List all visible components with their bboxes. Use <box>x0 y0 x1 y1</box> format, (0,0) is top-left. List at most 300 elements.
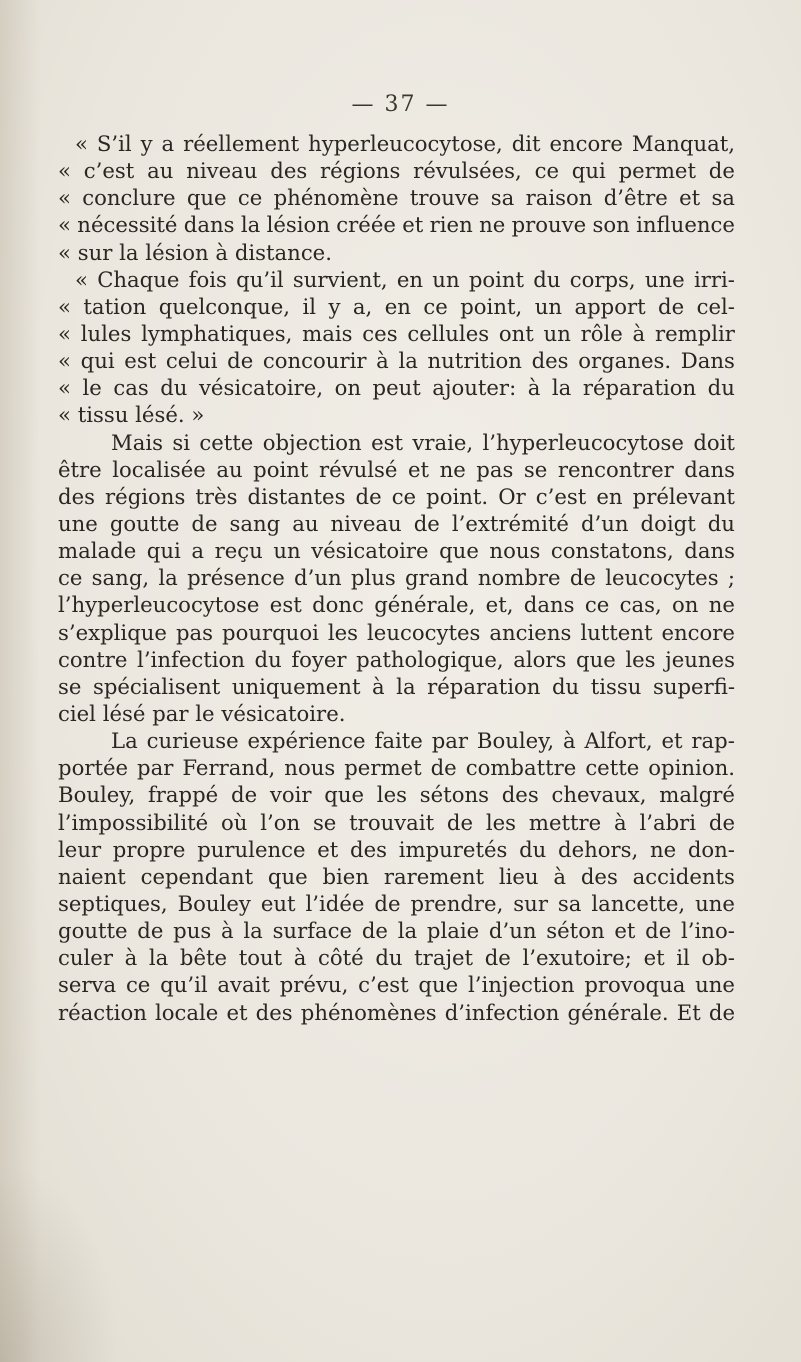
word: corps, <box>569 266 636 292</box>
word: tout <box>238 945 283 971</box>
word: permet <box>344 755 422 781</box>
text-line <box>55 836 735 863</box>
word: rap- <box>691 728 735 754</box>
text-line <box>55 917 735 944</box>
word: lules <box>80 320 132 346</box>
word: est <box>371 429 403 455</box>
text-line <box>55 157 735 184</box>
word: mettre <box>528 809 602 835</box>
word: sétons <box>419 782 489 808</box>
word: « <box>58 293 71 319</box>
text-line <box>55 429 735 456</box>
word: bête <box>179 945 228 971</box>
word: d’infection <box>444 999 560 1025</box>
word: ajouter: <box>432 375 517 401</box>
word: distantes <box>247 483 346 509</box>
word: constatons, <box>550 538 674 564</box>
word: a <box>191 538 204 564</box>
word: un <box>543 320 571 346</box>
word: ce <box>125 972 151 998</box>
text-line <box>55 863 735 890</box>
word: d’un <box>580 510 629 536</box>
word: se <box>58 673 82 699</box>
word: expérience <box>247 728 366 754</box>
word: son <box>592 212 630 238</box>
word: l’impossibilité <box>58 809 209 835</box>
word: vésicatoire, <box>198 375 324 401</box>
word: reçu <box>214 538 263 564</box>
word: la <box>396 673 416 699</box>
word: leucocytes <box>605 565 719 591</box>
word: conclure <box>82 185 176 211</box>
word: foyer <box>291 646 347 672</box>
word: du <box>519 836 547 862</box>
word: niveau <box>330 510 402 536</box>
text-line <box>55 700 735 727</box>
word: et <box>407 456 430 482</box>
word: dans <box>183 212 235 238</box>
word: Bouley <box>177 890 251 916</box>
text-line <box>55 483 735 510</box>
word: présence <box>187 565 285 591</box>
word: trouve <box>409 185 480 211</box>
word: tissu <box>590 673 642 699</box>
word: lésé. <box>135 402 185 428</box>
word: serva <box>58 972 117 998</box>
word: propre <box>112 836 186 862</box>
word: influence <box>636 212 735 238</box>
word: générale, <box>374 592 476 618</box>
word: l’on <box>260 809 301 835</box>
word: pas <box>476 456 514 482</box>
word: « <box>75 131 88 156</box>
word: donc <box>312 592 364 618</box>
word: nombre <box>477 565 561 591</box>
word: sa <box>557 890 582 916</box>
word: par <box>137 755 174 781</box>
word: à <box>376 348 389 374</box>
word: que <box>418 972 459 998</box>
word: des <box>255 999 293 1025</box>
word: une <box>644 266 685 292</box>
word: ce <box>58 565 83 591</box>
word: phénomènes <box>300 999 437 1025</box>
word: lésé <box>102 700 146 726</box>
word: cel- <box>696 293 735 319</box>
word: les <box>625 646 656 672</box>
word: avait <box>217 972 270 998</box>
word: irri- <box>693 266 735 292</box>
word: et, <box>485 592 514 618</box>
word: à <box>614 809 627 835</box>
word: à <box>215 239 229 265</box>
word: la <box>398 348 418 374</box>
word: ont <box>498 320 534 346</box>
word: raison <box>525 185 593 211</box>
word: phénomène <box>273 185 399 211</box>
word: lymphatiques, <box>141 320 293 346</box>
word: Bouley, <box>58 782 136 808</box>
word: s’explique <box>58 619 167 645</box>
word: qui <box>80 348 115 374</box>
word: du <box>375 945 403 971</box>
word: à <box>124 945 138 971</box>
word: ce <box>534 158 559 184</box>
word: » <box>191 402 205 428</box>
word: où <box>220 809 248 835</box>
word: les <box>327 619 359 645</box>
word: curieuse <box>146 728 239 754</box>
word: sang, <box>91 565 150 591</box>
word: Manquat, <box>631 131 735 156</box>
word: doit <box>693 429 735 455</box>
word: rarement <box>383 863 485 889</box>
word: « <box>58 320 71 346</box>
word: de <box>430 755 457 781</box>
word: peut <box>372 375 421 401</box>
word: La <box>111 728 138 754</box>
word: sur <box>77 239 113 265</box>
word: naient <box>58 863 126 889</box>
word: jeunes <box>665 646 735 672</box>
text-line <box>55 401 735 428</box>
word: que <box>267 863 308 889</box>
word: voir <box>269 782 312 808</box>
word: il <box>302 293 317 319</box>
word: on <box>334 375 361 401</box>
word: surface <box>272 918 353 944</box>
word: « <box>58 375 71 401</box>
text-line <box>55 890 735 917</box>
text-line <box>55 374 735 401</box>
word: lancette, <box>591 890 686 916</box>
word: hyperleucocytose, <box>308 131 503 156</box>
word: du <box>707 375 735 401</box>
word: malade <box>58 538 137 564</box>
word: locale <box>154 999 219 1025</box>
word: au <box>147 158 174 184</box>
word: nécessité <box>77 212 178 238</box>
word: la <box>158 565 178 591</box>
word: et <box>679 185 701 211</box>
word: anciens <box>489 619 572 645</box>
word: très <box>195 483 238 509</box>
word: à <box>527 375 541 401</box>
word: goutte <box>58 918 128 944</box>
word: « <box>58 158 71 184</box>
word: pus <box>173 918 212 944</box>
word: est <box>124 348 157 374</box>
word: on <box>672 592 699 618</box>
body-text <box>55 130 735 1026</box>
word: la <box>551 375 572 401</box>
word: rôle <box>580 320 623 346</box>
word: leucocytes <box>367 619 481 645</box>
word: du <box>160 375 188 401</box>
word: la <box>397 918 418 944</box>
word: les <box>485 809 517 835</box>
word: d’être <box>603 185 668 211</box>
word: en <box>596 483 623 509</box>
word: « <box>75 266 88 292</box>
word: en <box>384 293 411 319</box>
word: vraie, <box>412 429 474 455</box>
word: alors <box>513 646 567 672</box>
word: du <box>707 510 735 536</box>
word: septiques, <box>58 890 168 916</box>
word: luttent <box>580 619 653 645</box>
word: ob- <box>701 945 735 971</box>
word: point <box>253 456 309 482</box>
word: point, <box>460 293 523 319</box>
word: Et <box>676 999 701 1025</box>
word: vésicatoire. <box>221 700 346 726</box>
word: de <box>355 483 382 509</box>
word: y <box>140 131 153 156</box>
word: un <box>273 538 301 564</box>
word: un <box>534 293 562 319</box>
text-line <box>55 564 735 591</box>
word: Or <box>498 483 526 509</box>
word: de <box>413 510 440 536</box>
word: Bouley, <box>476 728 555 754</box>
word: encore <box>661 619 735 645</box>
text-line <box>55 239 735 266</box>
page-corner-shadow <box>0 1162 120 1362</box>
text-line <box>55 781 735 808</box>
text-line <box>55 999 735 1026</box>
word: de <box>137 918 164 944</box>
word: c’est <box>535 483 587 509</box>
word: quelconque, <box>158 293 290 319</box>
word: nutrition <box>427 348 522 374</box>
word: « <box>58 348 71 374</box>
word: encore <box>549 131 623 156</box>
word: à <box>553 863 567 889</box>
word: de <box>231 782 258 808</box>
word: lésion <box>145 239 209 265</box>
word: apport <box>574 293 646 319</box>
text-line <box>55 293 735 320</box>
word: est <box>269 592 302 618</box>
word: l’injection <box>467 972 575 998</box>
word: ne <box>708 592 735 618</box>
word: purulence <box>197 836 306 862</box>
word: et <box>614 918 636 944</box>
word: nous <box>489 538 541 564</box>
word: Ferrand, <box>182 755 276 781</box>
word: distance. <box>234 239 332 265</box>
word: uniquement <box>231 673 361 699</box>
word: nous <box>284 755 336 781</box>
word: qui <box>571 158 606 184</box>
text-line <box>55 537 735 564</box>
word: remplir <box>654 320 735 346</box>
word: opinion. <box>648 755 735 781</box>
word: et <box>402 212 424 238</box>
text-line <box>55 727 735 754</box>
word: plus <box>350 565 396 591</box>
word: cette <box>585 755 640 781</box>
word: le <box>195 700 215 726</box>
text-line <box>55 591 735 618</box>
word: régions <box>320 158 401 184</box>
word: de <box>708 809 735 835</box>
text-line <box>55 130 735 157</box>
word: la <box>148 945 169 971</box>
word: frappé <box>147 782 219 808</box>
text-line <box>55 456 735 483</box>
text-line <box>55 347 735 374</box>
word: de <box>569 565 596 591</box>
word: en <box>396 266 424 292</box>
word: par <box>152 700 189 726</box>
word: qu’il <box>160 972 208 998</box>
word: ce <box>423 293 448 319</box>
word: dehors, <box>558 836 639 862</box>
word: des <box>580 863 618 889</box>
word: tissu <box>77 402 129 428</box>
word: superfi- <box>652 673 735 699</box>
word: régions <box>105 483 186 509</box>
word: chevaux, <box>551 782 647 808</box>
word: et <box>317 836 339 862</box>
word: l’hyperleucocytose <box>482 429 684 455</box>
word: de <box>191 510 218 536</box>
word: dans <box>684 538 735 564</box>
word: de <box>708 999 735 1025</box>
text-line <box>55 944 735 971</box>
word: dans <box>523 592 575 618</box>
word: la <box>243 918 263 944</box>
word: localisée <box>112 456 206 482</box>
word: prévu, <box>279 972 349 998</box>
word: sur <box>513 890 548 916</box>
word: Chaque <box>97 266 180 292</box>
word: le <box>82 375 102 401</box>
word: Mais <box>111 429 163 455</box>
word: que <box>186 185 227 211</box>
word: provoqua <box>584 972 686 998</box>
word: la <box>119 239 139 265</box>
word: cas, <box>619 592 662 618</box>
word: ciel <box>58 700 96 726</box>
word: ce <box>584 592 610 618</box>
word: du <box>533 266 561 292</box>
word: ; <box>727 565 735 591</box>
word: ce <box>237 185 263 211</box>
word: à <box>372 673 385 699</box>
word: a <box>161 131 175 156</box>
word: mais <box>302 320 353 346</box>
word: séton <box>546 918 605 944</box>
word: du <box>254 646 282 672</box>
word: de <box>484 945 511 971</box>
word: qui <box>146 538 181 564</box>
word: rien <box>429 212 473 238</box>
word: d’un <box>294 565 342 591</box>
word: S’il <box>96 131 132 156</box>
word: l’hyperleucocytose <box>58 592 260 618</box>
word: de <box>446 809 474 835</box>
word: des <box>531 348 569 374</box>
word: que <box>576 646 616 672</box>
word: d’un <box>488 918 537 944</box>
word: objection <box>262 429 362 455</box>
word: « <box>58 212 71 238</box>
word: cette <box>199 429 254 455</box>
word: culer <box>58 945 113 971</box>
text-line <box>55 646 735 673</box>
word: et <box>661 728 683 754</box>
word: sa <box>490 185 515 211</box>
word: l’abri <box>639 809 697 835</box>
word: ce <box>391 483 417 509</box>
text-line <box>55 320 735 347</box>
word: à <box>221 918 234 944</box>
word: accidents <box>632 863 735 889</box>
word: a, <box>352 293 373 319</box>
word: lésion <box>266 212 330 238</box>
word: au <box>292 510 319 536</box>
word: grand <box>405 565 469 591</box>
word: ces <box>362 320 398 346</box>
word: bien <box>322 863 369 889</box>
word: cas <box>113 375 149 401</box>
word: tation <box>83 293 147 319</box>
word: dit <box>511 131 541 156</box>
word: c’est <box>83 158 135 184</box>
word: réaction <box>58 999 147 1025</box>
word: de <box>708 158 735 184</box>
word: du <box>551 673 580 699</box>
word: de <box>658 293 685 319</box>
word: l’ino- <box>681 918 735 944</box>
word: il <box>676 945 690 971</box>
word: ne <box>479 212 506 238</box>
word: celui <box>165 348 218 374</box>
word: point <box>468 266 525 292</box>
word: réellement <box>183 131 300 156</box>
word: spécialisent <box>92 673 221 699</box>
word: la <box>240 212 261 238</box>
word: de <box>374 890 401 916</box>
word: révulsé <box>318 456 398 482</box>
word: qu’il <box>236 266 284 292</box>
text-line <box>55 754 735 781</box>
word: côté <box>318 945 364 971</box>
word: Alfort, <box>584 728 653 754</box>
word: goutte <box>109 510 180 536</box>
word: une <box>58 510 98 536</box>
word: pathologique, <box>356 646 504 672</box>
word: vésicatoire <box>311 538 429 564</box>
word: une <box>695 972 735 998</box>
word: y <box>328 293 341 319</box>
word: que <box>439 538 479 564</box>
word: organes. <box>578 348 672 374</box>
word: prouve <box>511 212 587 238</box>
word: réparation <box>582 375 697 401</box>
text-line <box>55 211 735 238</box>
word: eut <box>260 890 296 916</box>
text-line <box>55 809 735 836</box>
page-edge-shadow <box>0 0 40 1362</box>
word: de <box>227 348 254 374</box>
word: ne <box>649 836 677 862</box>
word: révulsées, <box>413 158 522 184</box>
word: ne <box>439 456 466 482</box>
